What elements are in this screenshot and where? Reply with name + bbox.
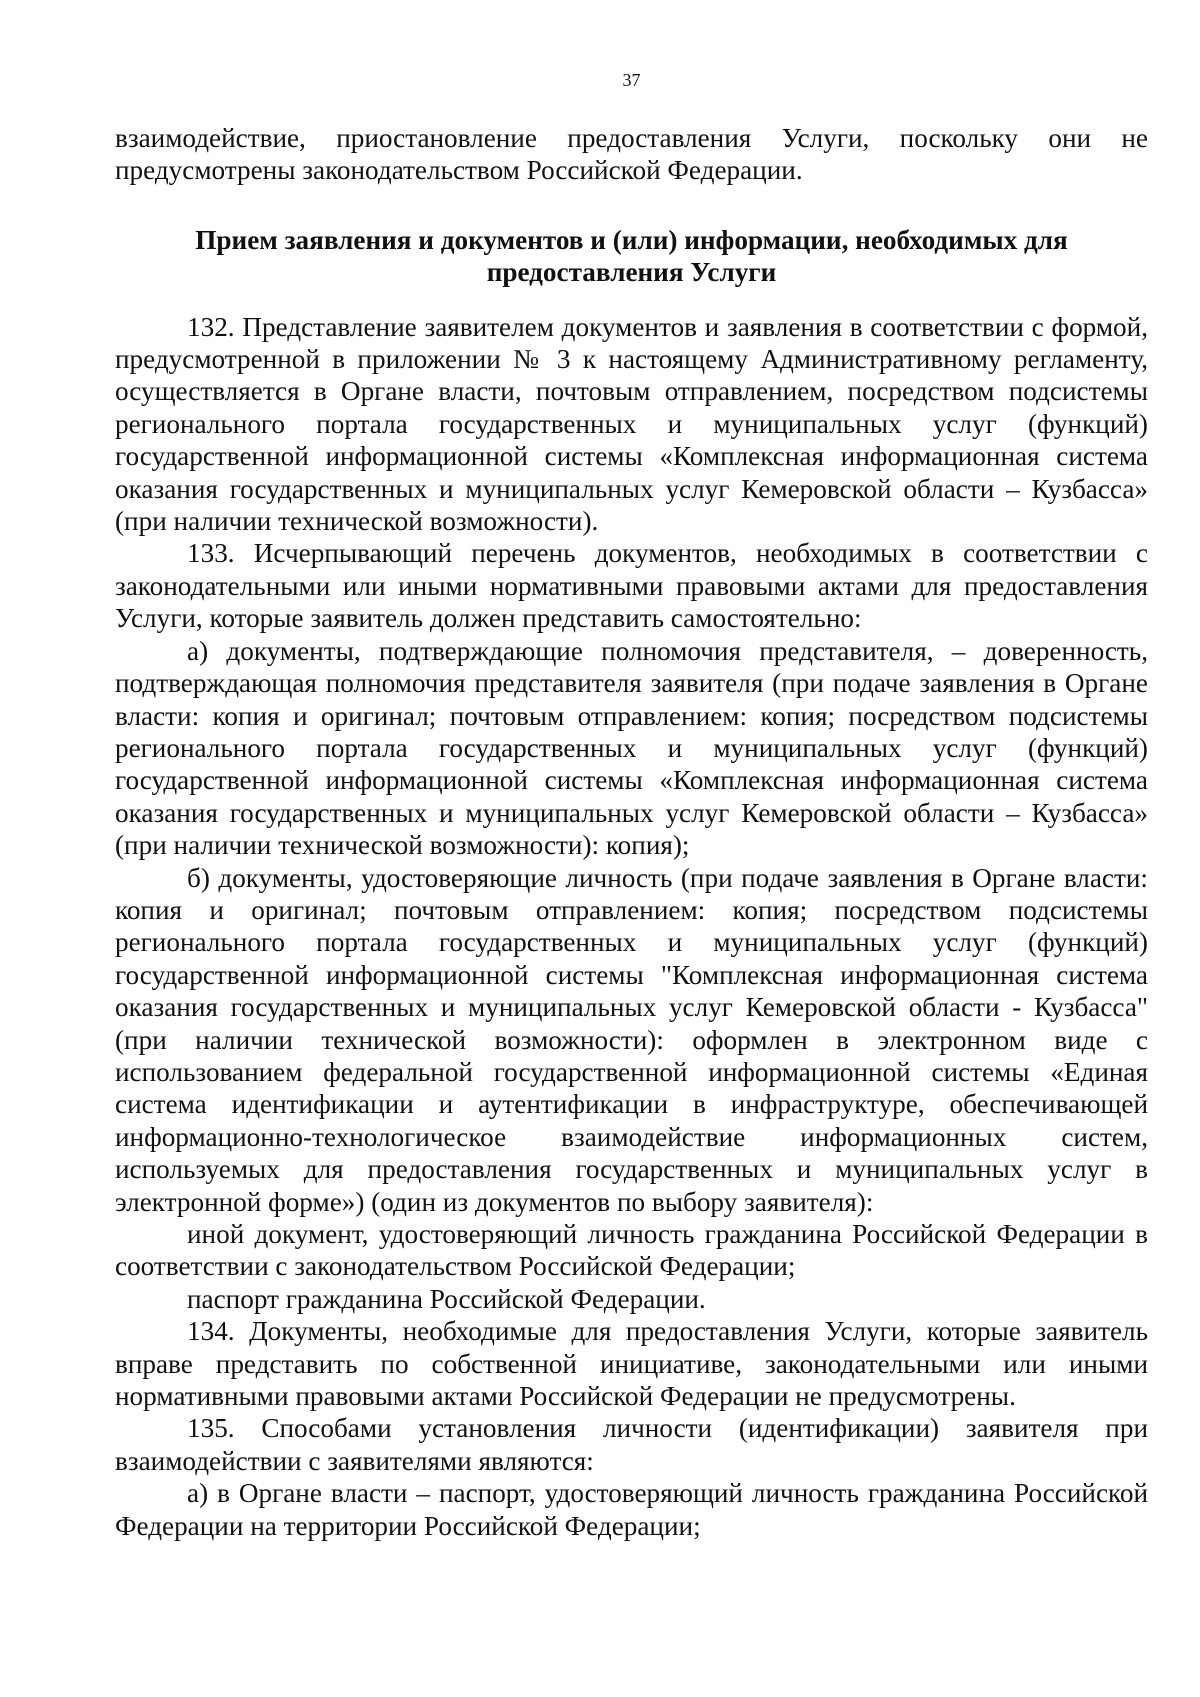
paragraph-134: 134. Документы, необходимые для предоставления Услуги, которые заявитель вправе представить по собственной инициативе, законодательными или иными нормативными правовыми актами Российской Федерации не предусмотрены. <box>115 1316 1148 1412</box>
paragraph-133-b: б) документы, удостоверяющие личность (при подаче заявления в Органе власти: копия и оригинал; почтовым отправлением: копия; посредством подсистемы регионального портала государственных и муниципальных услуг (функций) государственной информационной системы "Комплексная информационная система оказания государственных и муниципальных услуг Кемеровской области - Кузбасса" (при наличии технической возможности): оформлен в электронном виде с использованием федеральной государственной информационной системы «Единая система идентификации и аутентификации в инфраструктуре, обеспечивающей информационно-технологическое взаимодействие информационных систем, используемых для предоставления государственных и муниципальных услуг в электронной форме») (один из документов по выбору заявителя): <box>115 862 1148 1217</box>
paragraph-132: 132. Представление заявителем документов и заявления в соответствии с формой, предусмотренной в приложении № 3 к настоящему Административному регламенту, осуществляется в Органе власти, почтовым отправлением, посредством подсистемы регионального портала государственных и муниципальных услуг (функций) государственной информационной системы «Комплексная информационная система оказания государственных и муниципальных услуг Кемеровской области – Кузбасса» (при наличии технической возможности). <box>115 311 1148 537</box>
section-heading <box>115 224 1148 289</box>
paragraph-135: 135. Способами установления личности (идентификации) заявителя при взаимодействии с заявителями являются: <box>115 1413 1148 1476</box>
document-body <box>115 122 1148 1542</box>
paragraph-135-a: а) в Органе власти – паспорт, удостоверяющий личность гражданина Российской Федерации на территории Российской Федерации; <box>115 1478 1148 1541</box>
page-number: 37 <box>622 70 641 90</box>
intro-paragraph: взаимодействие, приостановление предоставления Услуги, поскольку они не предусмотрены законодательством Российской Федерации. <box>115 123 1148 186</box>
paragraph-133-b-passport: паспорт гражданина Российской Федерации. <box>187 1283 706 1314</box>
paragraph-133-b-other-document: иной документ, удостоверяющий личность гражданина Российской Федерации в соответствии с законодательством Российской Федерации; <box>115 1219 1148 1282</box>
section-heading-line-2: предоставления Услуги <box>486 257 777 288</box>
document-page <box>115 0 1148 1697</box>
paragraph-133-a: а) документы, подтверждающие полномочия представителя, – доверенность, подтверждающая полномочия представителя заявителя (при подаче заявления в Органе власти: копия и оригинал; почтовым отправлением: копия; посредством подсистемы регионального портала государственных и муниципальных услуг (функций) государственной информационной системы «Комплексная информационная система оказания государственных и муниципальных услуг Кемеровской области – Кузбасса» (при наличии технической возможности): копия); <box>115 635 1148 861</box>
section-heading-line-1: Прием заявления и документов и (или) информации, необходимых для <box>195 224 1068 255</box>
paragraph-133: 133. Исчерпывающий перечень документов, необходимых в соответствии с законодательными или иными нормативными правовыми актами для предоставления Услуги, которые заявитель должен представить самостоятельно: <box>115 538 1148 634</box>
